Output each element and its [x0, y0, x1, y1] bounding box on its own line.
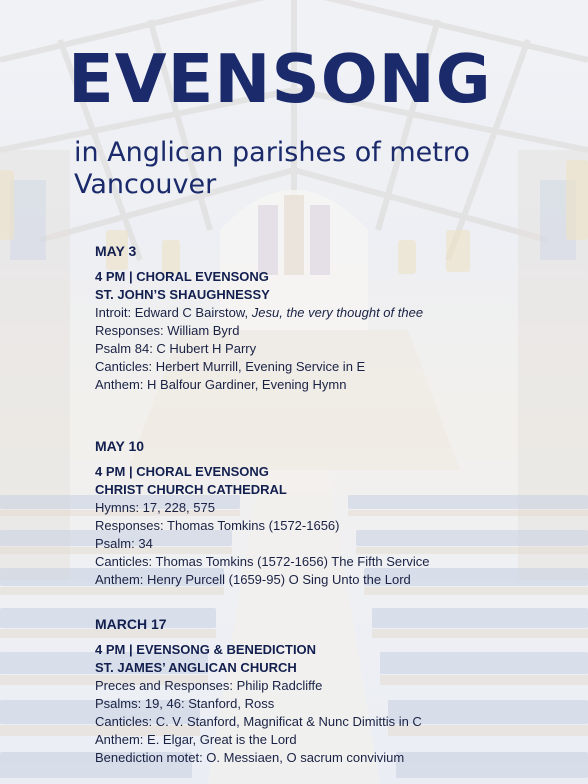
event-time: 4 PM | CHORAL EVENSONG: [95, 269, 269, 284]
event-detail: Benediction motet: O. Messiaen, O sacrum convivium: [95, 750, 405, 765]
event-detail: Canticles: Herbert Murrill, Evening Service in E: [95, 359, 366, 374]
event-march-17: [95, 616, 535, 767]
event-may-3: [95, 243, 535, 394]
event-detail: Psalms: 19, 46: Stanford, Ross: [95, 696, 275, 711]
event-venue: CHRIST CHURCH CATHEDRAL: [95, 482, 287, 497]
event-time: 4 PM | CHORAL EVENSONG: [95, 464, 269, 479]
event-detail: Hymns: 17, 228, 575: [95, 500, 215, 515]
event-date: MAY 3: [95, 243, 137, 259]
introit-text: Introit: Edward C Bairstow,: [95, 305, 252, 320]
event-detail: Anthem: Henry Purcell (1659-95) O Sing Unto the Lord: [95, 572, 411, 587]
event-detail: Psalm: 34: [95, 536, 153, 551]
event-detail: Anthem: H Balfour Gardiner, Evening Hymn: [95, 377, 347, 392]
poster-title: EVENSONG: [68, 40, 492, 118]
event-detail: Canticles: Thomas Tomkins (1572-1656) The Fifth Service: [95, 554, 430, 569]
event-detail: Preces and Responses: Philip Radcliffe: [95, 678, 323, 693]
event-venue: ST. JOHN’S SHAUGHNESSY: [95, 287, 270, 302]
event-detail: Responses: Thomas Tomkins (1572-1656): [95, 518, 340, 533]
event-time: 4 PM | EVENSONG & BENEDICTION: [95, 642, 317, 657]
event-detail: Anthem: E. Elgar, Great is the Lord: [95, 732, 297, 747]
event-may-10: [95, 438, 535, 589]
event-detail: Canticles: C. V. Stanford, Magnificat & Nunc Dimittis in C: [95, 714, 422, 729]
poster-subtitle: in Anglican parishes of metro Vancouver: [74, 137, 470, 200]
event-detail: Psalm 84: C Hubert H Parry: [95, 341, 257, 356]
event-introit: [95, 304, 535, 322]
event-detail: Responses: William Byrd: [95, 323, 240, 338]
introit-title: Jesu, the very thought of thee: [251, 305, 424, 320]
event-date: MARCH 17: [95, 616, 167, 632]
event-venue: ST. JAMES’ ANGLICAN CHURCH: [95, 660, 297, 675]
event-date: MAY 10: [95, 438, 145, 454]
